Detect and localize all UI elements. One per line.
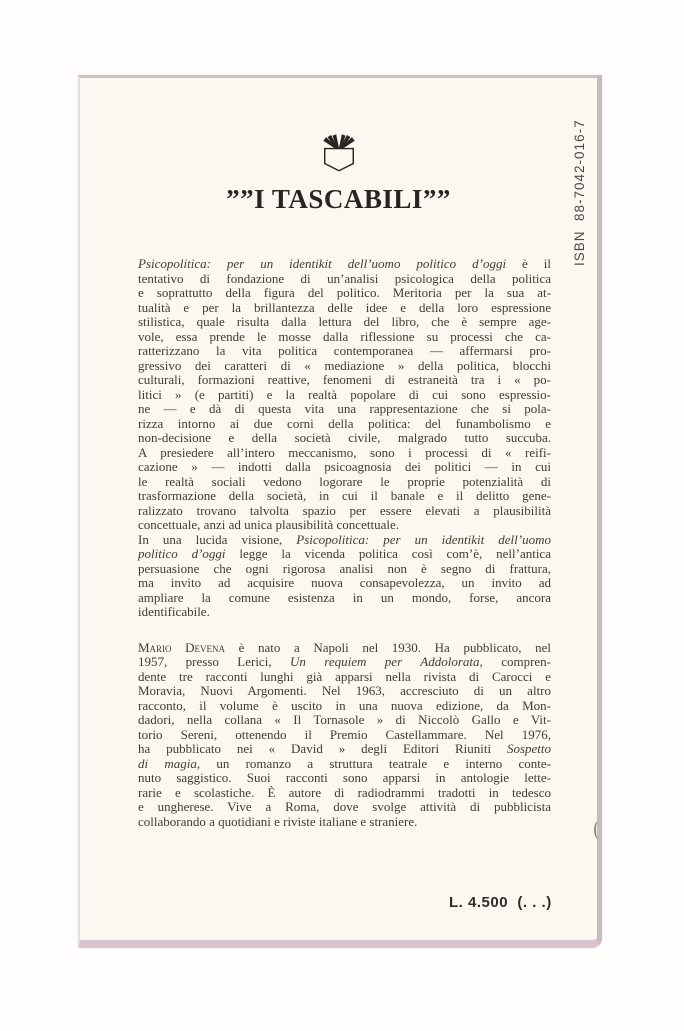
text-line: vole, essa prende le mosse dalla riflessione su processi che ca-	[138, 328, 551, 344]
text-line: e soprattutto della figura del politico. Meritoria per la sua at-	[138, 285, 551, 300]
page-curl-mark	[594, 821, 603, 839]
publisher-masthead	[80, 128, 597, 215]
text-line: le realtà sociali vedono logorare le proprie potenzialità di	[138, 473, 551, 489]
book-back-cover	[78, 75, 602, 948]
text-line: Moravia, Nuovi Argomenti. Nel 1963, accresciuto di un altro	[138, 683, 551, 698]
price-label: L. 4.500 (. . .)	[449, 894, 552, 911]
text-line: rizza intorno ai due corni della politica: del funambolismo e	[138, 415, 551, 431]
text-line: litici » (e partiti) e la realtà popolare di cui sono espressio-	[138, 386, 551, 402]
blurb-paragraphs	[138, 257, 551, 620]
text-line: stilistica, quale risulta dalla lettura del libro, che è sempre age-	[138, 314, 551, 329]
paragraph	[138, 641, 551, 830]
paragraph	[138, 257, 551, 533]
text-line: In una lucida visione, Psicopolitica: per un identikit dell’uomo	[138, 531, 551, 547]
text-line: tualità e per la brillantezza delle idee e della loro espressione	[138, 299, 551, 315]
text-line: cazione » — indotti dalla psicoagnosia dei politici — in cui	[138, 459, 551, 474]
text-line: racconto, il volume è uscito in una nuova edizione, da Mon-	[138, 697, 551, 713]
text-line: identificabile.	[138, 604, 210, 619]
text-line: ralizzato trovano talvolta spazio per essere elevati a plausibilità	[138, 502, 551, 518]
text-line: torio Sereni, ottenendo il Premio Castellammare. Nel 1976,	[138, 726, 551, 742]
text-line: collaborando a quotidiani e riviste italiane e straniere.	[138, 813, 418, 829]
text-line: concettuale, anzi ad unica plausibilità concettuale.	[138, 517, 399, 532]
text-line: nuto saggistico. Suoi racconti sono apparsi in antologie lette-	[138, 770, 551, 785]
text-line: ne — e dà di questa vita una rappresentazione che si pola-	[138, 401, 551, 416]
text-line: ma invito ad acquisire nuova consapevolezza, un invito ad	[138, 575, 551, 590]
text-line: ratterizzano la vita politica contemporanea — affermarsi pro-	[138, 343, 551, 358]
text-line: tentativo di fondazione di un’analisi psicologica della politica	[138, 270, 551, 286]
author-bio-paragraphs	[138, 641, 551, 830]
text-line: Psicopolitica: per un identikit dell’uomo politico d’oggi è il	[138, 256, 551, 271]
text-line: dente tre racconti lunghi già apparsi nella rivista di Carocci e	[138, 668, 551, 684]
text-line: 1957, presso Lerici, Un requiem per Addolorata, compren-	[138, 654, 551, 669]
text-line: e ungherese. Vive a Roma, dove svolge attività di pubblicista	[138, 799, 551, 814]
text-line: gressivo dei caratteri di « mediazione » della politica, blocchi	[138, 357, 551, 373]
text-line: non-decisione e della società civile, malgrado tutto succuba.	[138, 430, 551, 445]
pocket-of-fanned-books-icon	[314, 128, 364, 182]
text-line: culturali, formazioni reattive, fenomeni di estraneità tra i « po-	[138, 372, 551, 387]
back-cover-text	[138, 257, 551, 829]
text-line: persuasione che ogni rigorosa analisi non è segno di frattura,	[138, 560, 551, 576]
text-line: Mario Devena è nato a Napoli nel 1930. Ha pubblicato, nel	[138, 639, 551, 655]
isbn-vertical-label: ISBN 88-7042-016-7	[572, 119, 587, 266]
paragraph	[138, 533, 551, 620]
text-line: di magia, un romanzo a struttura teatrale e interno conte-	[138, 755, 551, 771]
text-line: rarie e scolastiche. È autore di radiodrammi tradotti in tedesco	[138, 784, 551, 800]
text-line: dadori, nella collana « Il Tornasole » di Niccolò Gallo e Vit-	[138, 712, 551, 727]
series-title: ””I TASCABILI””	[226, 184, 451, 214]
text-line: ha pubblicato nei « David » degli Editori Riuniti Sospetto	[138, 741, 551, 756]
text-line: politico d’oggi legge la vicenda politica così com’è, nell’antica	[138, 546, 551, 561]
text-line: trasformazione della società, in cui il banale e il delitto gene-	[138, 488, 551, 503]
text-line: A presiedere all’intero meccanismo, sono i processi di « reifi-	[138, 444, 551, 460]
text-line: ampliare la comune esistenza in un mondo, forse, ancora	[138, 589, 551, 605]
